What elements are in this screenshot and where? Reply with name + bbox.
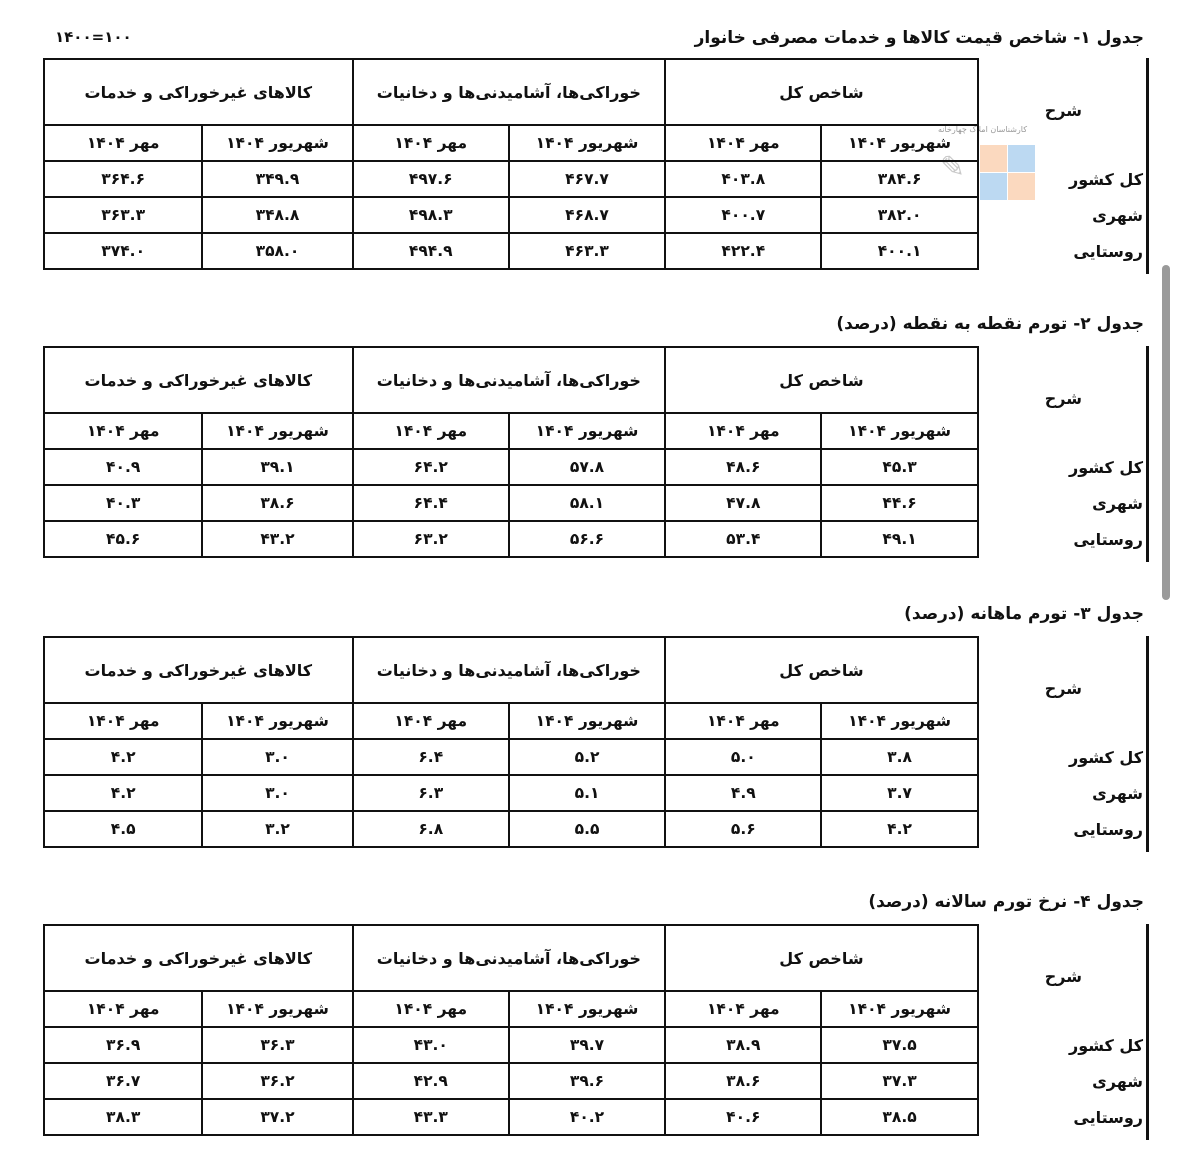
- table-cell: ۴۳.۳: [353, 1099, 509, 1135]
- table-cell: ۴۰.۹: [44, 449, 202, 485]
- header-month: مهر ۱۴۰۴: [44, 125, 202, 161]
- table-row: [44, 811, 1148, 847]
- header-group: شاخص کل: [665, 347, 978, 413]
- header-month: شهریور ۱۴۰۴: [509, 125, 665, 161]
- table-cell: ۳۸۲.۰: [821, 197, 977, 233]
- table-cell: ۵۳.۴: [665, 521, 821, 557]
- header-sharh: شرح: [978, 637, 1148, 739]
- table-row: [44, 233, 1148, 269]
- table-caption: جدول ۱- شاخص قیمت کالاها و خدمات مصرفی خانوار: [694, 28, 1144, 48]
- header-group: خوراکی‌ها، آشامیدنی‌ها و دخانیات: [353, 637, 666, 703]
- table-row: [44, 197, 1148, 233]
- data-table: [43, 346, 1148, 558]
- header-month: شهریور ۱۴۰۴: [821, 413, 977, 449]
- table-cell: ۳۶.۳: [202, 1027, 352, 1063]
- table-cell: ۴۵.۳: [821, 449, 977, 485]
- table-row: [44, 449, 1148, 485]
- table-cell: ۴۴.۶: [821, 485, 977, 521]
- table-row: [44, 1027, 1148, 1063]
- table-cell: ۵۸.۱: [509, 485, 665, 521]
- table-cell: ۳۹.۱: [202, 449, 352, 485]
- table-cell: ۴۶۳.۳: [509, 233, 665, 269]
- row-label: کل کشور: [978, 449, 1148, 485]
- header-month: شهریور ۱۴۰۴: [509, 413, 665, 449]
- table-cell: ۴۸.۶: [665, 449, 821, 485]
- table-cell: ۶۴.۲: [353, 449, 509, 485]
- table-cell: ۳۶.۷: [44, 1063, 202, 1099]
- table-row: [44, 521, 1148, 557]
- header-month: شهریور ۱۴۰۴: [202, 703, 352, 739]
- table-cell: ۵.۰: [665, 739, 821, 775]
- table-cell: ۳.۰: [202, 775, 352, 811]
- header-month: شهریور ۱۴۰۴: [509, 991, 665, 1027]
- table-cell: ۳۶.۹: [44, 1027, 202, 1063]
- table-cell: ۶۴.۴: [353, 485, 509, 521]
- table-cell: ۳۵۸.۰: [202, 233, 352, 269]
- table-cell: ۳۶۴.۶: [44, 161, 202, 197]
- row-label: کل کشور: [978, 161, 1148, 197]
- table-cell: ۳۶.۲: [202, 1063, 352, 1099]
- table-row: [44, 1063, 1148, 1099]
- row-label: روستایی: [978, 233, 1148, 269]
- header-month: مهر ۱۴۰۴: [44, 703, 202, 739]
- table-cell: ۴۹۷.۶: [353, 161, 509, 197]
- header-sharh: شرح: [978, 59, 1148, 161]
- table-cell: ۴۶۷.۷: [509, 161, 665, 197]
- table-cell: ۴۳.۰: [353, 1027, 509, 1063]
- base-year-label: ۱۴۰۰=۱۰۰: [55, 28, 132, 46]
- row-label: روستایی: [978, 811, 1148, 847]
- header-group: شاخص کل: [665, 59, 978, 125]
- row-label: کل کشور: [978, 1027, 1148, 1063]
- table-cell: ۳۶۳.۳: [44, 197, 202, 233]
- table-cell: ۳۸.۹: [665, 1027, 821, 1063]
- header-group: خوراکی‌ها، آشامیدنی‌ها و دخانیات: [353, 347, 666, 413]
- kaj-logo-icon: ✎: [940, 150, 966, 185]
- table-cell: ۴۳.۲: [202, 521, 352, 557]
- table-cell: ۴۰۰.۷: [665, 197, 821, 233]
- header-month: مهر ۱۴۰۴: [665, 991, 821, 1027]
- table-caption: جدول ۴- نرخ تورم سالانه (درصد): [868, 892, 1144, 912]
- data-table: [43, 58, 1148, 270]
- table-cell: ۶.۸: [353, 811, 509, 847]
- table-cell: ۳۴۸.۸: [202, 197, 352, 233]
- table-cell: ۴۰۳.۸: [665, 161, 821, 197]
- table-cell: ۶.۳: [353, 775, 509, 811]
- table-cell: ۵.۱: [509, 775, 665, 811]
- table-cell: ۳۹.۷: [509, 1027, 665, 1063]
- header-month: مهر ۱۴۰۴: [44, 991, 202, 1027]
- header-month: مهر ۱۴۰۴: [44, 413, 202, 449]
- table-cell: ۴۹۴.۹: [353, 233, 509, 269]
- table-cell: ۶.۴: [353, 739, 509, 775]
- table-cell: ۳۸۴.۶: [821, 161, 977, 197]
- table-cell: ۴۰.۳: [44, 485, 202, 521]
- table-cell: ۳.۲: [202, 811, 352, 847]
- table-cell: ۴.۵: [44, 811, 202, 847]
- row-label: کل کشور: [978, 739, 1148, 775]
- table-cell: ۴۲۲.۴: [665, 233, 821, 269]
- table-cell: ۶۳.۲: [353, 521, 509, 557]
- table-cell: ۴.۲: [821, 811, 977, 847]
- header-month: مهر ۱۴۰۴: [353, 991, 509, 1027]
- row-label: شهری: [978, 1063, 1148, 1099]
- table-row: [44, 161, 1148, 197]
- table-cell: ۳.۰: [202, 739, 352, 775]
- header-month: مهر ۱۴۰۴: [353, 703, 509, 739]
- table-cell: ۳۷.۳: [821, 1063, 977, 1099]
- header-group: شاخص کل: [665, 925, 978, 991]
- table-cell: ۵.۶: [665, 811, 821, 847]
- table-cell: ۳۴۹.۹: [202, 161, 352, 197]
- row-label: روستایی: [978, 521, 1148, 557]
- header-group: کالاهای غیرخوراکی و خدمات: [44, 59, 353, 125]
- data-table: [43, 636, 1148, 848]
- header-month: شهریور ۱۴۰۴: [202, 991, 352, 1027]
- table-cell: ۵.۵: [509, 811, 665, 847]
- table-caption: جدول ۳- تورم ماهانه (درصد): [904, 604, 1144, 624]
- vertical-scrollbar[interactable]: [1162, 265, 1170, 600]
- table-cell: ۴.۲: [44, 739, 202, 775]
- table-row: [44, 739, 1148, 775]
- table-row: [44, 1099, 1148, 1135]
- header-month: شهریور ۱۴۰۴: [821, 125, 977, 161]
- table-cell: ۵۷.۸: [509, 449, 665, 485]
- table-cell: ۳۸.۶: [665, 1063, 821, 1099]
- header-sharh: شرح: [978, 925, 1148, 1027]
- table-cell: ۳۹.۶: [509, 1063, 665, 1099]
- header-month: شهریور ۱۴۰۴: [202, 413, 352, 449]
- header-month: مهر ۱۴۰۴: [665, 413, 821, 449]
- table-cell: ۴۹۸.۳: [353, 197, 509, 233]
- table-cell: ۴۰۰.۱: [821, 233, 977, 269]
- table-cell: ۴۲.۹: [353, 1063, 509, 1099]
- row-label: شهری: [978, 197, 1148, 233]
- table-cell: ۳۸.۵: [821, 1099, 977, 1135]
- header-month: شهریور ۱۴۰۴: [821, 991, 977, 1027]
- header-month: مهر ۱۴۰۴: [353, 125, 509, 161]
- header-group: کالاهای غیرخوراکی و خدمات: [44, 347, 353, 413]
- table-cell: ۵.۲: [509, 739, 665, 775]
- table-caption: جدول ۲- تورم نقطه به نقطه (درصد): [836, 314, 1144, 334]
- header-group: شاخص کل: [665, 637, 978, 703]
- table-cell: ۳۸.۶: [202, 485, 352, 521]
- header-group: خوراکی‌ها، آشامیدنی‌ها و دخانیات: [353, 925, 666, 991]
- header-month: مهر ۱۴۰۴: [353, 413, 509, 449]
- header-sharh: شرح: [978, 347, 1148, 449]
- header-month: مهر ۱۴۰۴: [665, 703, 821, 739]
- table-cell: ۵۶.۶: [509, 521, 665, 557]
- header-month: شهریور ۱۴۰۴: [821, 703, 977, 739]
- table-row: [44, 485, 1148, 521]
- header-group: کالاهای غیرخوراکی و خدمات: [44, 637, 353, 703]
- table-cell: ۳۷.۲: [202, 1099, 352, 1135]
- row-label: شهری: [978, 775, 1148, 811]
- row-label: روستایی: [978, 1099, 1148, 1135]
- table-row: [44, 775, 1148, 811]
- table-cell: ۳۸.۳: [44, 1099, 202, 1135]
- table-cell: ۴۵.۶: [44, 521, 202, 557]
- table-cell: ۴.۹: [665, 775, 821, 811]
- watermark-text: کارشناسان املاک چهارخانه: [937, 125, 1028, 134]
- table-cell: ۴۹.۱: [821, 521, 977, 557]
- table-cell: ۳۷۴.۰: [44, 233, 202, 269]
- table-cell: ۴۶۸.۷: [509, 197, 665, 233]
- table-cell: ۴.۲: [44, 775, 202, 811]
- data-table: [43, 924, 1148, 1136]
- header-month: شهریور ۱۴۰۴: [509, 703, 665, 739]
- header-month: شهریور ۱۴۰۴: [202, 125, 352, 161]
- table-cell: ۳.۸: [821, 739, 977, 775]
- table-cell: ۴۰.۶: [665, 1099, 821, 1135]
- table-cell: ۴۷.۸: [665, 485, 821, 521]
- header-group: خوراکی‌ها، آشامیدنی‌ها و دخانیات: [353, 59, 666, 125]
- row-label: شهری: [978, 485, 1148, 521]
- header-month: مهر ۱۴۰۴: [665, 125, 821, 161]
- header-group: کالاهای غیرخوراکی و خدمات: [44, 925, 353, 991]
- table-cell: ۳.۷: [821, 775, 977, 811]
- table-cell: ۳۷.۵: [821, 1027, 977, 1063]
- table-cell: ۴۰.۲: [509, 1099, 665, 1135]
